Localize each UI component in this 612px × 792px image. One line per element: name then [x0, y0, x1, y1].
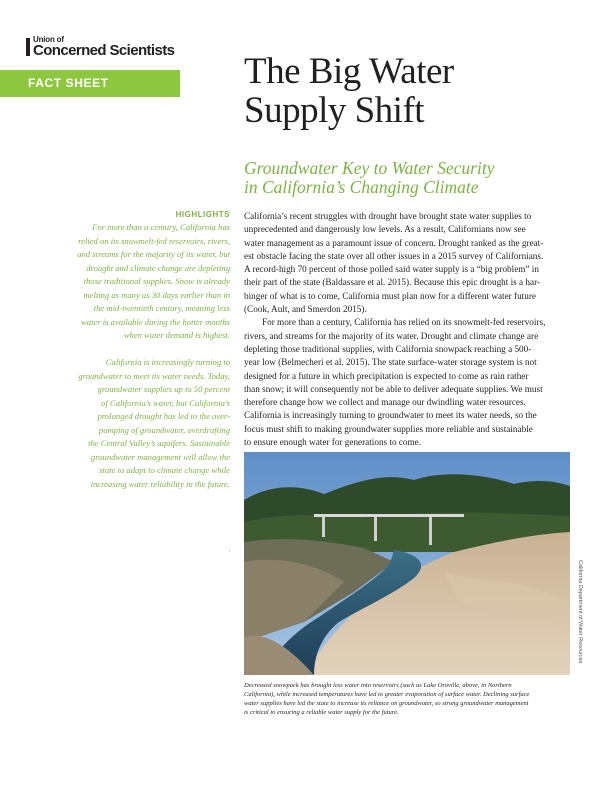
ucs-logo [26, 34, 186, 60]
highlights-line: pumping of groundwater, overdrafting [98, 424, 230, 435]
body-line: depleting those traditional supplies, with California snowpack reaching a 500- [244, 343, 532, 354]
highlights-line: the Central Valley’s aquifers. Sustainable [88, 438, 230, 448]
highlights-line: and streams for the majority of its water, but [77, 249, 230, 259]
highlights-line: groundwater supplies up to 50 percent [97, 384, 230, 394]
body-line: est obstacle facing the state over all other issues in a 2015 survey of Californians. [244, 250, 544, 261]
body-line: than snow; it will consequently not be able to deliver adequate supplies. We must [244, 383, 543, 394]
highlights-paragraph-2 [40, 356, 230, 491]
highlights-line: groundwater management will allow the [90, 451, 230, 462]
highlights-line: water is available during the hotter months [81, 316, 230, 327]
highlights-line: For more than a century, California has [92, 222, 230, 232]
body-line: For more than a century, California has relied on its snowmelt-fed reservoirs, [262, 317, 546, 328]
body-line: year low (Belmecheri et al. 2015). The state surface-water storage system is not [244, 357, 537, 368]
highlights-line: melting as many as 30 days earlier than in [83, 289, 230, 300]
highlights-line: state to adapt to climate change while [99, 465, 230, 475]
highlights-line: prolonged drought has led to the over- [97, 411, 230, 421]
highlights-line: groundwater to meet its water needs. Today, [78, 370, 230, 381]
body-line: A record-high 70 percent of those polled said water supply is a “big problem” in [244, 264, 539, 275]
highlights-heading: HIGHLIGHTS [175, 210, 230, 219]
subtitle-line: in California’s Changing Climate [244, 177, 479, 197]
body-line: California’s recent struggles with drought have brought state water supplies to [244, 211, 532, 221]
caption-line: water supplies have led the state to increase its reliance on groundwater, so strong groundwater management [244, 700, 529, 707]
subtitle-line: Groundwater Key to Water Security [244, 158, 495, 178]
logo-bracket [26, 38, 30, 56]
body-line: unprecedented and dangerously low levels. As a result, Californians now see [244, 224, 526, 235]
highlights-sidebar [40, 210, 230, 491]
highlights-line: the mid-twentieth century, meaning less [93, 303, 230, 313]
highlights-line: drought and climate change are depleting [86, 262, 230, 273]
highlights-line: increasing water reliability in the future. [90, 478, 230, 489]
title-line: Supply Shift [244, 90, 425, 131]
fact-sheet-banner [0, 70, 180, 97]
body-text [244, 210, 579, 449]
body-line: focus must shift to making groundwater supplies more reliable and sustainable [244, 423, 533, 434]
highlights-line: of California’s water, but California’s [101, 397, 230, 408]
caption-line: California), while increased temperatures have led to greater evaporation of surface water. Declining surface [244, 691, 530, 698]
photo-credit: California Department of Water Resources [577, 560, 583, 664]
body-line: binger of what is to come, California must plan now for a different water future [244, 290, 536, 301]
title-line: The Big Water [244, 51, 454, 92]
lake-oroville-photo [244, 452, 570, 675]
highlights-paragraph-1 [40, 221, 230, 343]
logo-line-2: Concerned Scientists [33, 42, 175, 59]
page-title [244, 52, 584, 130]
caption-line: is critical to ensuring a reliable water supply for the future. [244, 709, 399, 716]
highlights-line: California is increasingly turning to [105, 357, 230, 367]
body-line: therefore change how we collect and manage our dwindling water resources. [244, 397, 526, 408]
body-line: to ensure enough water for generations to come. [244, 437, 422, 448]
body-line: California is increasingly turning to groundwater to meet its water needs, so the [244, 410, 537, 421]
fact-sheet-label: FACT SHEET [28, 76, 109, 90]
body-line: rivers, and streams for the majority of its water. Drought and climate change are [244, 330, 539, 341]
body-line: (Cook, Ault, and Smerdon 2015). [244, 304, 367, 315]
body-line: water management as a paramount issue of concern. Drought ranked as the great- [244, 237, 544, 248]
body-line: designed for a future in which precipitation is expected to come as rain rather [244, 370, 529, 381]
highlights-line: those traditional supplies. Snow is already [83, 276, 230, 286]
logo-line-1: Union of [33, 35, 64, 44]
photo-caption [244, 681, 584, 717]
sidebar-divider-mark [229, 550, 230, 551]
highlights-line: when water demand is highest. [123, 330, 230, 340]
body-line: their part of the state (Baldassare et al. 2015). Because this epic drought is a har- [244, 277, 541, 288]
page-subtitle [244, 159, 584, 197]
caption-line: Decreased snowpack has brought less water into reservoirs (such as Lake Oroville, above, in Northern [244, 682, 512, 689]
highlights-line: relied on its snowmelt-fed reservoirs, rivers, [78, 235, 230, 246]
